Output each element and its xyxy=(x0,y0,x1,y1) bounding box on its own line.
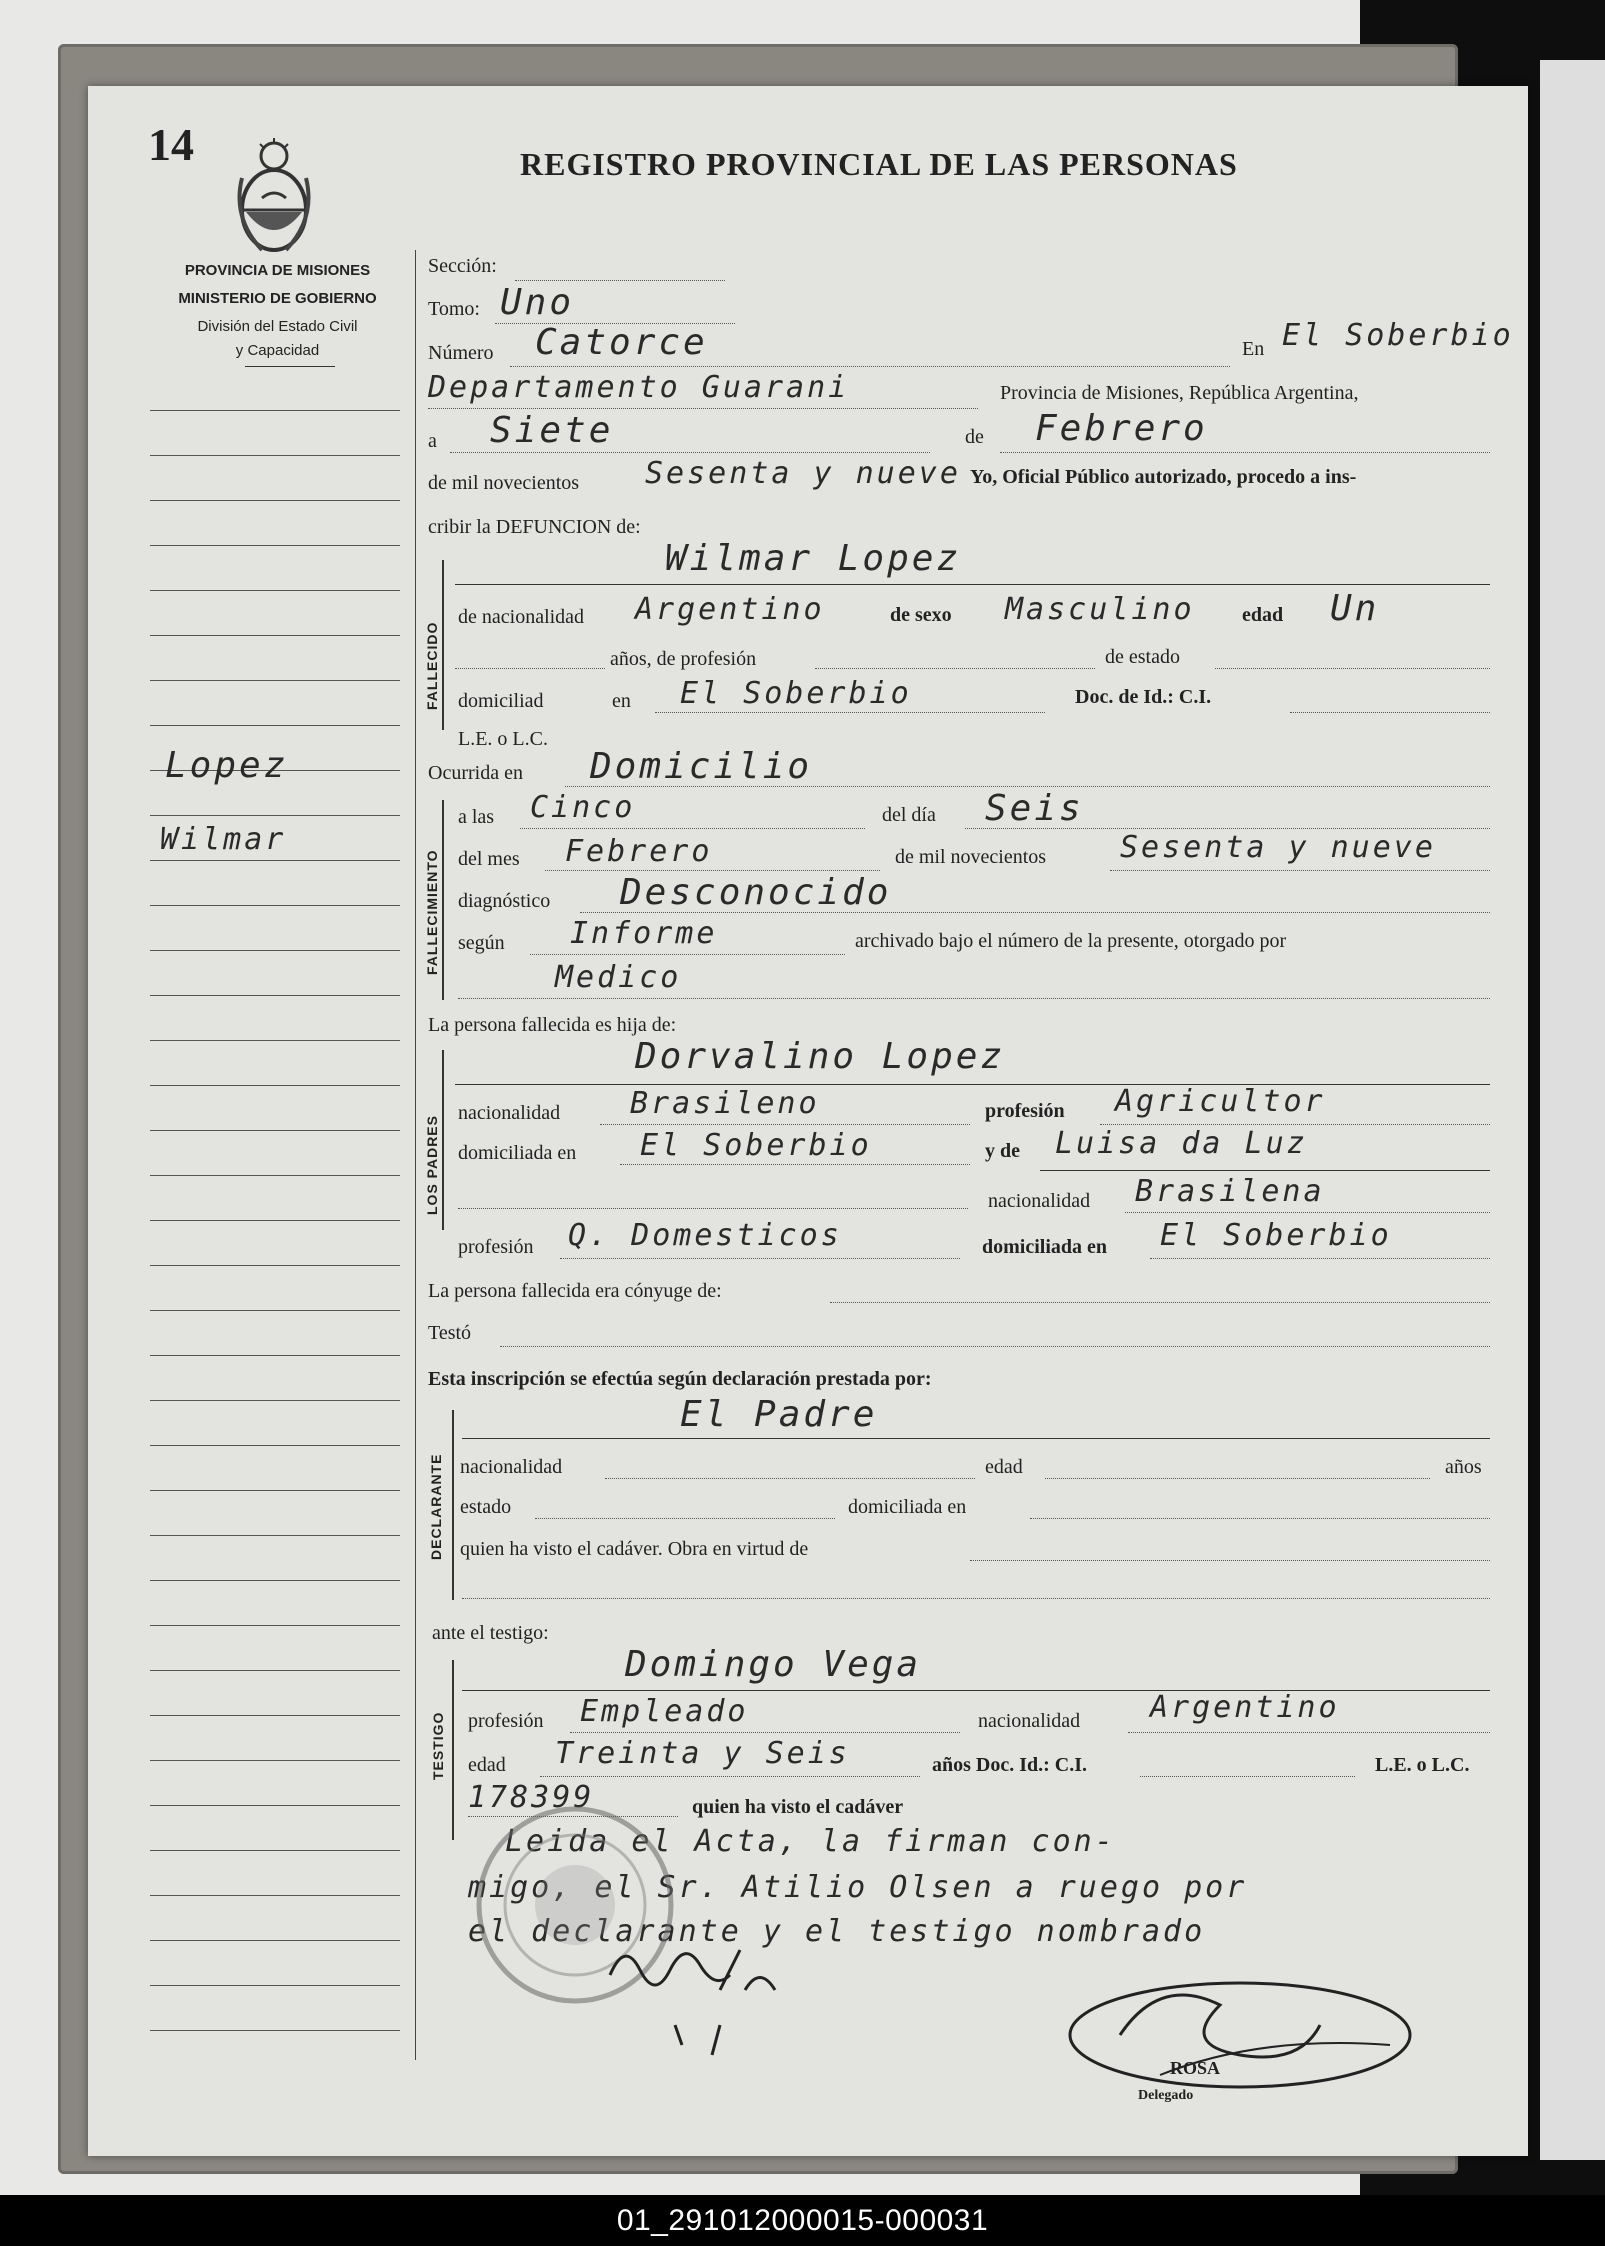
testigo-ci-value: 178399 xyxy=(468,1780,595,1815)
margin-line xyxy=(150,1175,400,1176)
fallecido-label: FALLECIDO xyxy=(424,621,440,710)
hora-line xyxy=(520,828,865,829)
margin-line xyxy=(150,1760,400,1761)
obra-label: quien ha visto el cadáver. Obra en virtud de xyxy=(460,1538,809,1560)
margin-line xyxy=(150,725,400,726)
domicilio-line xyxy=(655,712,1045,713)
numero-value: Catorce xyxy=(535,322,708,363)
a-label: a xyxy=(428,430,437,452)
declarante-label: DECLARANTE xyxy=(428,1453,444,1560)
stamp-title: Delegado xyxy=(1138,2088,1194,2103)
margin-name: Wilmar xyxy=(160,822,287,857)
a-las-label: a las xyxy=(458,806,495,828)
testigo-nac-line xyxy=(1128,1732,1490,1733)
archivado-label: archivado bajo el número de la presente, otorgado por xyxy=(855,930,1287,952)
image-id-caption: 01_291012000015-000031 xyxy=(616,2204,989,2237)
madre-prof-label: profesión xyxy=(458,1236,534,1258)
del-mes-label: del mes xyxy=(458,848,520,870)
declarante-bracket xyxy=(452,1410,454,1600)
fallecimiento-bracket xyxy=(442,800,444,1000)
ante-testigo-label: ante el testigo: xyxy=(432,1622,549,1644)
diagnostico-label: diagnóstico xyxy=(458,890,551,912)
de-mil-fall-label: de mil novecientos xyxy=(895,846,1047,868)
madre-value: Luisa da Luz xyxy=(1055,1126,1308,1161)
dia-value: Siete xyxy=(490,410,614,451)
inscripcion-label: Esta inscripción se efectúa según declaración prestada por: xyxy=(428,1368,932,1390)
division-underline xyxy=(245,366,335,367)
oficial-label: Yo, Oficial Público autorizado, procedo a ins- xyxy=(970,466,1357,488)
ocurrida-label: Ocurrida en xyxy=(428,762,523,784)
nota-line-1: Leida el Acta, la firman con- xyxy=(505,1824,1116,1859)
margin-line xyxy=(150,1355,400,1356)
anio-fall-value: Sesenta y nueve xyxy=(1120,830,1436,865)
nota-line-3: el declarante y el testigo nombrado xyxy=(468,1914,1206,1949)
estado-label: de estado xyxy=(1105,646,1180,668)
margin-line xyxy=(150,995,400,996)
margin-line xyxy=(150,1445,400,1446)
mes-fall-value: Febrero xyxy=(565,834,713,869)
mes-line xyxy=(1000,452,1490,453)
margin-line xyxy=(150,1265,400,1266)
sexo-label: de sexo xyxy=(890,604,952,626)
margin-line xyxy=(150,590,400,591)
madre-dom-label: domiciliada en xyxy=(982,1236,1108,1258)
sexo-value: Masculino xyxy=(1005,592,1195,627)
doc-id-label: Doc. de Id.: C.I. xyxy=(1075,686,1212,708)
next-page-edge xyxy=(1540,60,1605,2160)
conyuge-line xyxy=(830,1302,1490,1303)
doc-id-line xyxy=(1290,712,1490,713)
madre-nac-value: Brasilena xyxy=(1135,1174,1325,1209)
testigo-label: TESTIGO xyxy=(430,1711,446,1780)
madre-dom-value: El Soberbio xyxy=(1160,1218,1392,1253)
anos-profesion-label: años, de profesión xyxy=(610,648,757,670)
padre-dom-line xyxy=(620,1164,970,1165)
seccion-label: Sección: xyxy=(428,255,497,277)
testigo-le-label: L.E. o L.C. xyxy=(1375,1754,1470,1776)
domiciliad-label: domiciliad xyxy=(458,690,544,712)
margin-line xyxy=(150,1130,400,1131)
padre-value: Dorvalino Lopez xyxy=(635,1036,1006,1077)
margin-line xyxy=(150,635,400,636)
declarante-line xyxy=(462,1438,1490,1439)
margin-line xyxy=(150,1850,400,1851)
le-lc-label: L.E. o L.C. xyxy=(458,728,548,750)
declarante-nac-label: nacionalidad xyxy=(460,1456,563,1478)
margin-line xyxy=(150,2030,400,2031)
de-mil-label: de mil novecientos xyxy=(428,472,580,494)
testigo-edad-label: edad xyxy=(468,1754,506,1776)
y-de-label: y de xyxy=(985,1140,1020,1162)
fallecido-bracket xyxy=(442,560,444,730)
diagnostico-value: Desconocido xyxy=(620,872,892,913)
anos-line xyxy=(455,668,605,669)
nacionalidad-value: Argentino xyxy=(635,592,825,627)
domicilio-value: El Soberbio xyxy=(680,676,912,711)
testigo-nac-value: Argentino xyxy=(1150,1690,1340,1725)
margin-line xyxy=(150,860,400,861)
padre-nac-value: Brasileno xyxy=(630,1086,820,1121)
province-heading: PROVINCIA DE MISIONES xyxy=(184,262,371,279)
tomo-value: Uno xyxy=(500,282,575,323)
margin-line xyxy=(150,1805,400,1806)
ocurrida-line xyxy=(565,786,1490,787)
padre-prof-line xyxy=(1100,1124,1490,1125)
testigo-doc-label: años Doc. Id.: C.I. xyxy=(932,1754,1088,1776)
page-number: 14 xyxy=(148,119,194,170)
otorgado-value: Medico xyxy=(555,960,682,995)
document-title: REGISTRO PROVINCIAL DE LAS PERSONAS xyxy=(520,146,1238,182)
testigo-value: Domingo Vega xyxy=(625,1644,922,1685)
del-dia-label: del día xyxy=(882,804,936,826)
dia-line xyxy=(450,452,930,453)
hora-value: Cinco xyxy=(530,790,636,825)
margin-line xyxy=(150,815,400,816)
segun-label: según xyxy=(458,932,505,954)
madre-line xyxy=(1040,1170,1490,1171)
margin-line xyxy=(150,1895,400,1896)
testigo-doc-line xyxy=(1140,1776,1355,1777)
nombre-value: Wilmar Lopez xyxy=(665,538,962,579)
declarante-dom-label: domiciliada en xyxy=(848,1496,967,1518)
margin-line xyxy=(150,680,400,681)
margin-line xyxy=(150,1220,400,1221)
padre-nac-label: nacionalidad xyxy=(458,1102,561,1124)
en-label: En xyxy=(1242,338,1265,360)
margin-line xyxy=(150,1535,400,1536)
margin-line xyxy=(150,1085,400,1086)
madre-blank-line xyxy=(458,1208,968,1209)
margin-line xyxy=(150,1625,400,1626)
coat-of-arms-icon xyxy=(232,138,316,256)
testo-label: Testó xyxy=(428,1322,472,1344)
mes-value: Febrero xyxy=(1035,408,1208,449)
margin-line xyxy=(150,1040,400,1041)
madre-dom-line xyxy=(1150,1258,1490,1259)
margin-line xyxy=(150,1985,400,1986)
padre-dom-label: domiciliada en xyxy=(458,1142,577,1164)
declarante-estado-label: estado xyxy=(460,1496,512,1518)
anio-value: Sesenta y nueve xyxy=(645,456,961,491)
madre-prof-value: Q. Domesticos xyxy=(568,1218,842,1253)
margin-line xyxy=(150,905,400,906)
departamento-line xyxy=(428,408,978,409)
declarante-edad-line xyxy=(1045,1478,1430,1479)
margin-line xyxy=(150,1580,400,1581)
mes-fall-line xyxy=(545,870,880,871)
fallecimiento-label: FALLECIMIENTO xyxy=(424,849,440,975)
nombre-line xyxy=(455,584,1490,585)
nota-line-2: migo, el Sr. Atilio Olsen a ruego por xyxy=(468,1870,1248,1905)
diagnostico-line xyxy=(580,912,1490,913)
padre-nac-line xyxy=(600,1124,970,1125)
cribir-label: cribir la DEFUNCION de: xyxy=(428,516,641,538)
declarante-anos-label: años xyxy=(1445,1456,1482,1478)
testigo-prof-line xyxy=(570,1732,960,1733)
margin-line xyxy=(150,1490,400,1491)
madre-nac-line xyxy=(1125,1212,1490,1213)
edad-label: edad xyxy=(1242,604,1284,626)
official-signature xyxy=(1060,1975,1430,2095)
padre-line xyxy=(455,1084,1490,1085)
profesion-line xyxy=(815,668,1095,669)
margin-line xyxy=(150,1400,400,1401)
segun-value: Informe xyxy=(570,916,718,951)
obra-line xyxy=(970,1560,1490,1561)
seccion-line xyxy=(515,280,725,281)
testigo-prof-value: Empleado xyxy=(580,1694,749,1729)
quien-cadaver-label: quien ha visto el cadáver xyxy=(692,1796,904,1818)
margin-line xyxy=(150,545,400,546)
ministry-heading: MINISTERIO DE GOBIERNO xyxy=(178,290,377,307)
lugar-value: El Soberbio xyxy=(1282,318,1514,353)
declarant-signature xyxy=(600,1930,800,2060)
margin-rule xyxy=(415,250,416,2060)
provincia-label: Provincia de Misiones, República Argentina, xyxy=(1000,382,1359,404)
en-fallecido-label: en xyxy=(612,690,631,712)
segun-line xyxy=(530,954,845,955)
testigo-edad-line xyxy=(540,1776,920,1777)
padre-dom-value: El Soberbio xyxy=(640,1128,872,1163)
testigo-edad-value: Treinta y Seis xyxy=(555,1736,850,1771)
de-label: de xyxy=(965,426,984,448)
madre-prof-line xyxy=(560,1258,960,1259)
margin-line xyxy=(150,1310,400,1311)
otorgado-line xyxy=(458,998,1490,999)
ocurrida-value: Domicilio xyxy=(590,746,813,787)
numero-label: Número xyxy=(428,342,494,364)
division-line-1: División del Estado Civil xyxy=(197,318,358,335)
obra-line-2 xyxy=(462,1598,1490,1599)
departamento-value: Departamento Guarani xyxy=(428,370,850,405)
numero-line xyxy=(510,366,1230,367)
margin-line xyxy=(150,1940,400,1941)
testigo-bracket xyxy=(452,1660,454,1840)
margin-line xyxy=(150,500,400,501)
declarante-edad-label: edad xyxy=(985,1456,1023,1478)
hija-de-label: La persona fallecida es hija de: xyxy=(428,1014,677,1036)
nacionalidad-label: de nacionalidad xyxy=(458,606,585,628)
estado-line xyxy=(1215,668,1490,669)
declarante-estado-line xyxy=(535,1518,835,1519)
dia-fall-value: Seis xyxy=(985,788,1084,829)
edad-value: Un xyxy=(1330,588,1380,629)
padre-prof-value: Agricultor xyxy=(1115,1084,1326,1119)
margin-line xyxy=(150,455,400,456)
division-line-2: y Capacidad xyxy=(235,342,320,359)
margin-line xyxy=(150,950,400,951)
testo-line xyxy=(500,1346,1490,1347)
margin-line xyxy=(150,1670,400,1671)
conyuge-label: La persona fallecida era cónyuge de: xyxy=(428,1280,722,1302)
testigo-prof-label: profesión xyxy=(468,1710,544,1732)
margin-line xyxy=(150,1715,400,1716)
madre-nac-label: nacionalidad xyxy=(988,1190,1091,1212)
declarante-value: El Padre xyxy=(680,1394,878,1435)
padre-prof-label: profesión xyxy=(985,1100,1065,1122)
padres-bracket xyxy=(442,1050,444,1230)
testigo-nac-label: nacionalidad xyxy=(978,1710,1081,1732)
tomo-label: Tomo: xyxy=(428,298,480,320)
stamp-name: ROSA xyxy=(1170,2058,1221,2078)
margin-surname: Lopez xyxy=(165,745,289,786)
margin-line xyxy=(150,410,400,411)
dia-fall-line xyxy=(965,828,1490,829)
padres-label: LOS PADRES xyxy=(424,1115,440,1215)
declarante-dom-line xyxy=(1030,1518,1490,1519)
declarante-nac-line xyxy=(605,1478,975,1479)
anio-fall-line xyxy=(1110,870,1490,871)
